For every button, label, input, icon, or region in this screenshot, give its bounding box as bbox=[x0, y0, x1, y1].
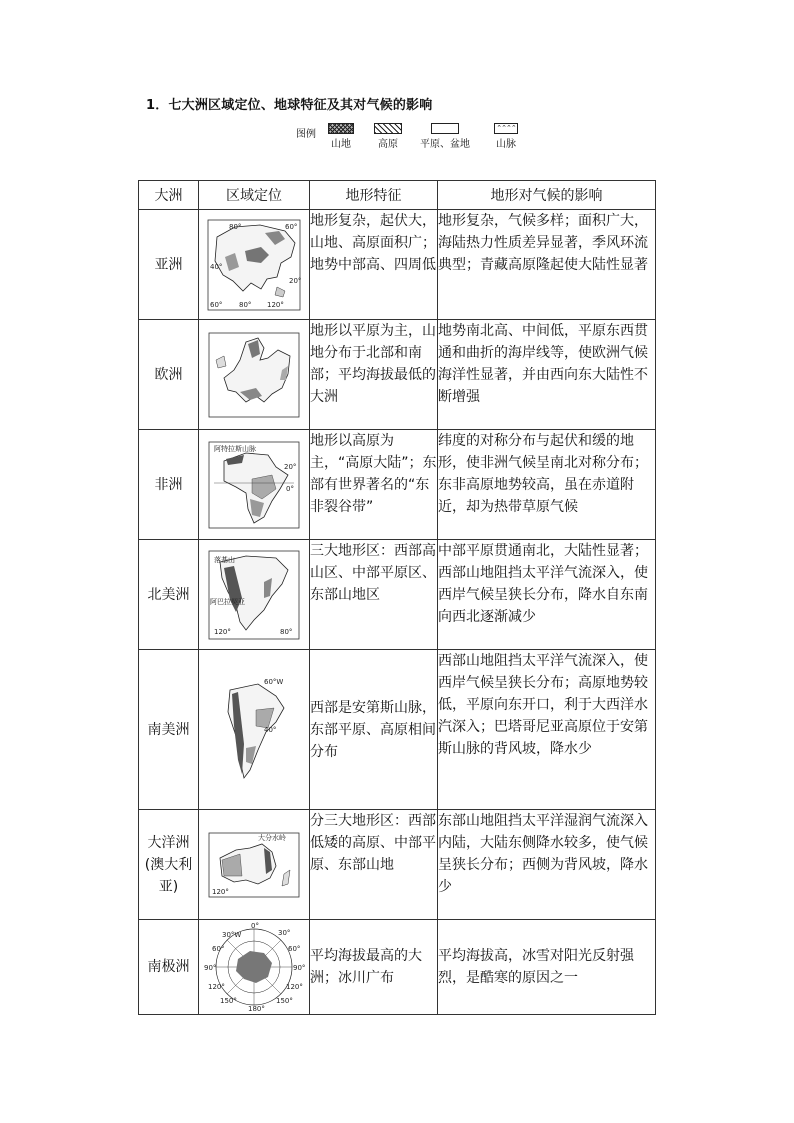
map-label: 120° bbox=[286, 983, 303, 991]
header-influence: 地形对气候的影响 bbox=[438, 181, 656, 210]
influence-text: 地势南北高、中间低，平原东西贯通和曲折的海岸线等，使欧洲气候海洋性显著，并由西向东大陆性不断增强 bbox=[438, 320, 656, 430]
north-america-map-icon bbox=[206, 548, 302, 642]
plateau-swatch-icon bbox=[374, 123, 402, 134]
legend-label: 高原 bbox=[378, 139, 398, 150]
legend-item-range bbox=[494, 123, 518, 150]
map-label: 30° bbox=[278, 929, 291, 937]
asia-map-icon bbox=[205, 217, 303, 313]
map-label: 落基山 bbox=[214, 555, 235, 564]
terrain-text: 西部是安第斯山脉，东部平原、高原相间分布 bbox=[310, 650, 438, 810]
africa-map-icon bbox=[206, 439, 302, 531]
continent-name: 北美洲 bbox=[139, 540, 199, 650]
map-oceania bbox=[199, 810, 310, 920]
continent-name: 南美洲 bbox=[139, 650, 199, 810]
legend-item-plateau bbox=[374, 123, 402, 150]
table-row-antarctica bbox=[139, 920, 656, 1015]
map-label: 大分水岭 bbox=[258, 833, 286, 842]
map-label: 0° bbox=[251, 922, 259, 930]
map-label: 120° bbox=[208, 983, 225, 991]
legend-label: 山地 bbox=[331, 139, 351, 150]
map-label: 80° bbox=[229, 222, 242, 231]
map-africa bbox=[199, 430, 310, 540]
map-label: 20° bbox=[289, 276, 302, 285]
table-row-south-america bbox=[139, 650, 656, 810]
legend-label: 平原、盆地 bbox=[420, 139, 470, 150]
influence-text: 地形复杂，气候多样；面积广大，海陆热力性质差异显著，季风环流典型；青藏高原隆起使大陆性显著 bbox=[438, 210, 656, 320]
legend-item-plain bbox=[420, 123, 470, 150]
influence-text: 东部山地阻挡太平洋湿润气流深入内陆，大陆东侧降水较多，使气候呈狭长分布；西侧为背风坡，降水少 bbox=[438, 810, 656, 920]
south-america-map-icon bbox=[212, 674, 296, 786]
oceania-map-icon bbox=[206, 830, 302, 900]
continent-name: 欧洲 bbox=[139, 320, 199, 430]
header-terrain: 地形特征 bbox=[310, 181, 438, 210]
legend-label: 山脉 bbox=[496, 139, 516, 150]
table-row-asia bbox=[139, 210, 656, 320]
map-label: 80° bbox=[280, 627, 293, 636]
map-label: 180° bbox=[248, 1005, 265, 1013]
map-label: 40° bbox=[210, 262, 223, 271]
map-label: 30°W bbox=[222, 931, 242, 939]
header-location: 区域定位 bbox=[199, 181, 310, 210]
terrain-text: 三大地形区：西部高山区、中部平原区、东部山地区 bbox=[310, 540, 438, 650]
legend-item-mountain bbox=[328, 123, 354, 150]
influence-text: 西部山地阻挡太平洋气流深入，使西岸气候呈狭长分布；高原地势较低，平原向东开口，利于大西洋水汽深入；巴塔哥尼亚高原位于安第斯山脉的背风坡，降水少 bbox=[438, 650, 656, 810]
map-europe bbox=[199, 320, 310, 430]
map-label: 0° bbox=[286, 484, 294, 493]
map-north-america bbox=[199, 540, 310, 650]
legend bbox=[296, 123, 536, 151]
table-row-africa bbox=[139, 430, 656, 540]
table-row-europe bbox=[139, 320, 656, 430]
map-label: 阿特拉斯山脉 bbox=[214, 444, 256, 453]
influence-text: 纬度的对称分布与起伏和缓的地形，使非洲气候呈南北对称分布；东非高原地势较高，虽在赤道附近，却为热带草原气候 bbox=[438, 430, 656, 540]
map-label: 阿巴拉契亚 bbox=[210, 597, 245, 606]
plain-swatch-icon bbox=[431, 123, 459, 134]
terrain-text: 分三大地形区：西部低矮的高原、中部平原、东部山地 bbox=[310, 810, 438, 920]
map-asia bbox=[199, 210, 310, 320]
antarctica-map-icon bbox=[204, 921, 304, 1013]
table-header-row bbox=[139, 181, 656, 210]
map-south-america bbox=[199, 650, 310, 810]
map-label: 40° bbox=[264, 725, 277, 734]
header-continent: 大洲 bbox=[139, 181, 199, 210]
legend-title: 图例 bbox=[296, 129, 316, 140]
map-label: 20° bbox=[284, 462, 297, 471]
terrain-text: 地形以平原为主，山地分布于北部和南部；平均海拔最低的大洲 bbox=[310, 320, 438, 430]
continent-name: 亚洲 bbox=[139, 210, 199, 320]
mountain-swatch-icon bbox=[328, 123, 354, 134]
map-label: 60° bbox=[210, 300, 223, 309]
map-label: 90° bbox=[204, 964, 217, 972]
map-label: 120° bbox=[267, 300, 284, 309]
table-row-oceania bbox=[139, 810, 656, 920]
map-label: 150° bbox=[276, 997, 293, 1005]
map-label: 60°W bbox=[264, 677, 284, 686]
table-row-north-america bbox=[139, 540, 656, 650]
map-label: 60° bbox=[288, 945, 301, 953]
map-label: 60° bbox=[212, 945, 225, 953]
map-antarctica bbox=[199, 920, 310, 1015]
map-label: 60° bbox=[285, 222, 298, 231]
continent-table bbox=[138, 180, 656, 1015]
continent-name: 非洲 bbox=[139, 430, 199, 540]
map-label: 120° bbox=[214, 627, 231, 636]
mountain-range-swatch-icon: ⌃⌃⌃⌃ bbox=[494, 123, 518, 134]
terrain-text: 地形以高原为主，“高原大陆”；东部有世界著名的“东非裂谷带” bbox=[310, 430, 438, 540]
europe-map-icon bbox=[206, 330, 302, 420]
continent-name: 大洋洲(澳大利亚) bbox=[139, 810, 199, 920]
map-label: 80° bbox=[239, 300, 252, 309]
section-heading: 1．七大洲区域定位、地球特征及其对气候的影响 bbox=[146, 98, 433, 113]
continent-name: 南极洲 bbox=[139, 920, 199, 1015]
map-label: 90° bbox=[293, 964, 306, 972]
influence-text: 平均海拔高，冰雪对阳光反射强烈，是酷寒的原因之一 bbox=[438, 920, 656, 1015]
terrain-text: 地形复杂，起伏大，山地、高原面积广；地势中部高、四周低 bbox=[310, 210, 438, 320]
influence-text: 中部平原贯通南北，大陆性显著；西部山地阻挡太平洋气流深入，使西岸气候呈狭长分布，降水自东南向西北逐渐减少 bbox=[438, 540, 656, 650]
map-label: 150° bbox=[220, 997, 237, 1005]
map-label: 120° bbox=[212, 887, 229, 896]
terrain-text: 平均海拔最高的大洲；冰川广布 bbox=[310, 920, 438, 1015]
